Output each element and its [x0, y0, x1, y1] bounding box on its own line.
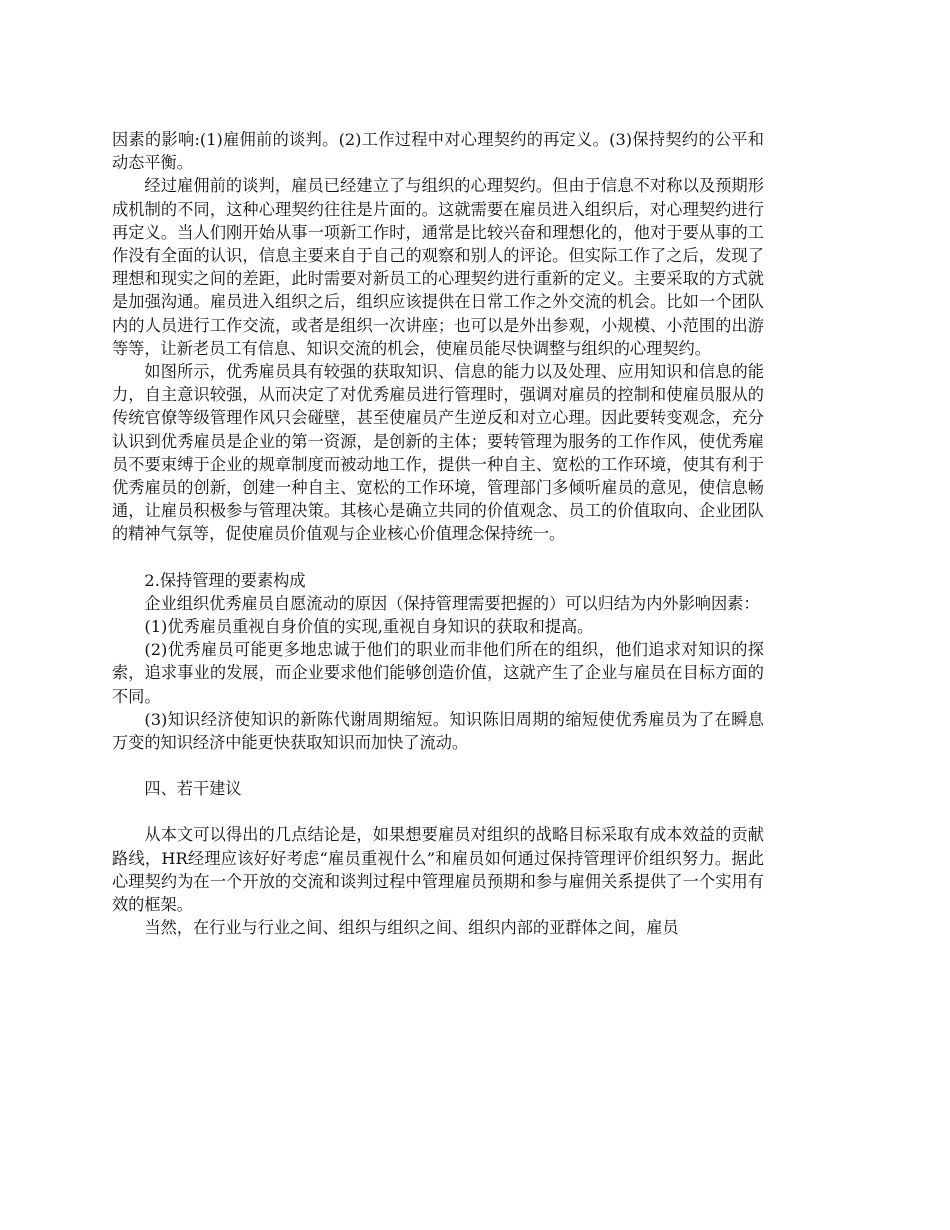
list-item-2: (2)优秀雇员可能更多地忠诚于他们的职业而非他们所在的组织，他们追求对知识的探索，追求事业的发展，而企业要求他们能够创造价值，这就产生了企业与雇员在目标方面的不同。 [112, 640, 764, 706]
document-page [112, 128, 764, 940]
list-item-3: (3)知识经济使知识的新陈代谢周期缩短。知识陈旧周期的缩短使优秀雇员为了在瞬息万变的知识经济中能更快获取知识而加快了流动。 [112, 709, 764, 753]
paragraph-mobility-reasons: 企业组织优秀雇员自愿流动的原因（保持管理需要把握的）可以归结为内外影响因素： [144, 593, 760, 613]
paragraph-redefinition: 经过雇佣前的谈判，雇员已经建立了与组织的心理契约。但由于信息不对称以及预期形成机制的不同，这种心理契约往往是片面的。这就需要在雇员进入组织后，对心理契约进行再定义。当人们刚开始从事一项新工作时，通常是比较兴奋和理想化的，他对于要从事的工作没有全面的认识，信息主要来自于自己的观察和别人的评论。但实际工作了之后，发现了理想和现实之间的差距，此时需要对新员工的心理契约进行重新的定义。主要采取的方式就是加强沟通。雇员进入组织之后，组织应该提供在日常工作之外交流的机会。比如一个团队内的人员进行工作交流，或者是组织一次讲座；也可以是外出参观，小规模、小范围的出游等等，让新老员工有信息、知识交流的机会，使雇员能尽快调整与组织的心理契约。 [112, 176, 764, 358]
paragraph-influencing-factors: 因素的影响:(1)雇佣前的谈判。(2)工作过程中对心理契约的再定义。(3)保持契约的公平和动态平衡。 [112, 130, 764, 173]
section-heading-retention-elements: 2.保持管理的要素构成 [144, 570, 306, 590]
paragraph-excellent-employees: 如图所示，优秀雇员具有较强的获取知识、信息的能力以及处理、应用知识和信息的能力，自主意识较强，从而决定了对优秀雇员进行管理时，强调对雇员的控制和使雇员服从的传统官僚等级管理作风只会碰壁，甚至使雇员产生逆反和对立心理。因此要转变观念，充分认识到优秀雇员是企业的第一资源，是创新的主体；要转管理为服务的工作作风，使优秀雇员不要束缚于企业的规章制度而被动地工作，提供一种自主、宽松的工作环境，使其有利于优秀雇员的创新，创建一种自主、宽松的工作环境，管理部门多倾听雇员的意见，使信息畅通，让雇员积极参与管理决策。其核心是确立共同的价值观念、员工的价值取向、企业团队的精神气氛等，促使雇员价值观与企业核心价值理念保持统一。 [112, 362, 764, 544]
paragraph-final: 当然，在行业与行业之间、组织与组织之间、组织内部的亚群体之间，雇员 [144, 918, 679, 938]
paragraph-conclusions: 从本文可以得出的几点结论是，如果想要雇员对组织的战略目标采取有成本效益的贡献路线，HR经理应该好好考虑“雇员重视什么”和雇员如何通过保持管理评价组织努力。据此心理契约为在一个开放的交流和谈判过程中管理雇员预期和参与雇佣关系提供了一个实用有效的框架。 [112, 825, 764, 915]
list-item-1: (1)优秀雇员重视自身价值的实现,重视自身知识的获取和提高。 [144, 617, 594, 637]
section-heading-suggestions: 四、若干建议 [144, 779, 242, 799]
